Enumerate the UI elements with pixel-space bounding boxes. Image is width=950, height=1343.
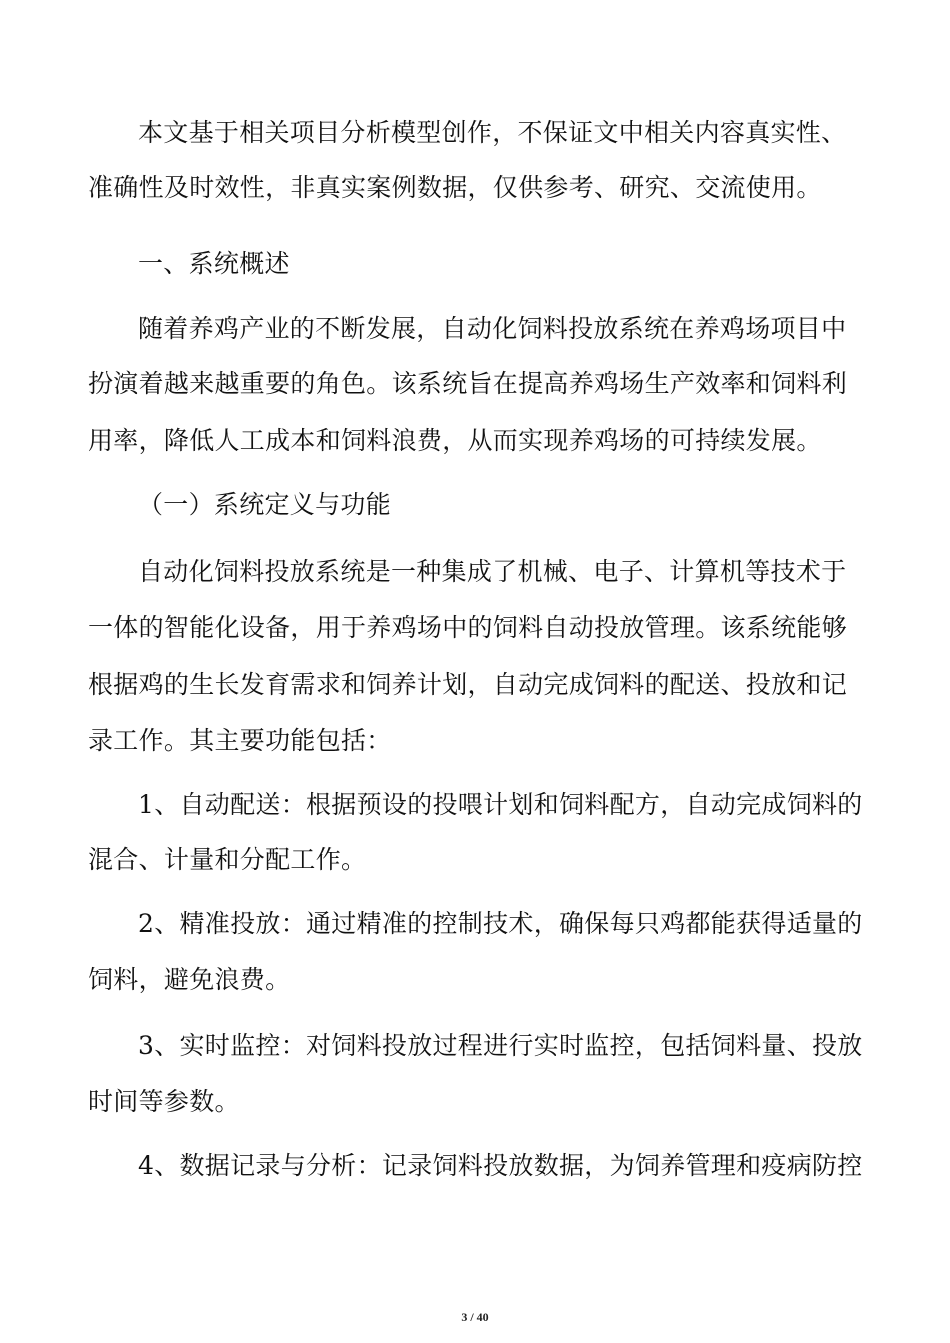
definition-para-line-1: 自动化饲料投放系统是一种集成了机械、电子、计算机等技术于 (138, 557, 847, 586)
overview-para-line-1: 随着养鸡产业的不断发展，自动化饲料投放系统在养鸡场项目中 (138, 314, 847, 343)
definition-para-line-4: 录工作。其主要功能包括： (88, 726, 392, 755)
overview-para-line-3: 用率，降低人工成本和饲料浪费，从而实现养鸡场的可持续发展。 (88, 426, 822, 455)
function-item-1-line-1: 1、自动配送：根据预设的投喂计划和饲料配方，自动完成饲料的 (138, 790, 863, 819)
subsection-heading-definition: （一）系统定义与功能 (138, 490, 392, 519)
section-heading-overview: 一、系统概述 (138, 249, 290, 278)
overview-para-line-2: 扮演着越来越重要的角色。该系统旨在提高养鸡场生产效率和饲料利 (88, 369, 848, 398)
function-item-2-line-1: 2、精准投放：通过精准的控制技术，确保每只鸡都能获得适量的 (138, 909, 863, 938)
function-item-4-line-1: 4、数据记录与分析：记录饲料投放数据，为饲养管理和疫病防控 (138, 1151, 863, 1180)
disclaimer-line-2: 准确性及时效性，非真实案例数据，仅供参考、研究、交流使用。 (88, 173, 822, 202)
function-item-1-line-2: 混合、计量和分配工作。 (88, 845, 367, 874)
function-item-3-line-2: 时间等参数。 (88, 1087, 240, 1116)
function-item-3-line-1: 3、实时监控：对饲料投放过程进行实时监控，包括饲料量、投放 (138, 1031, 863, 1060)
definition-para-line-2: 一体的智能化设备，用于养鸡场中的饲料自动投放管理。该系统能够 (88, 613, 848, 642)
page-number: 3 / 40 (461, 1310, 489, 1324)
definition-para-line-3: 根据鸡的生长发育需求和饲养计划，自动完成饲料的配送、投放和记 (88, 670, 848, 699)
disclaimer-line-1: 本文基于相关项目分析模型创作，不保证文中相关内容真实性、 (138, 118, 847, 147)
function-item-2-line-2: 饲料，避免浪费。 (88, 965, 291, 994)
